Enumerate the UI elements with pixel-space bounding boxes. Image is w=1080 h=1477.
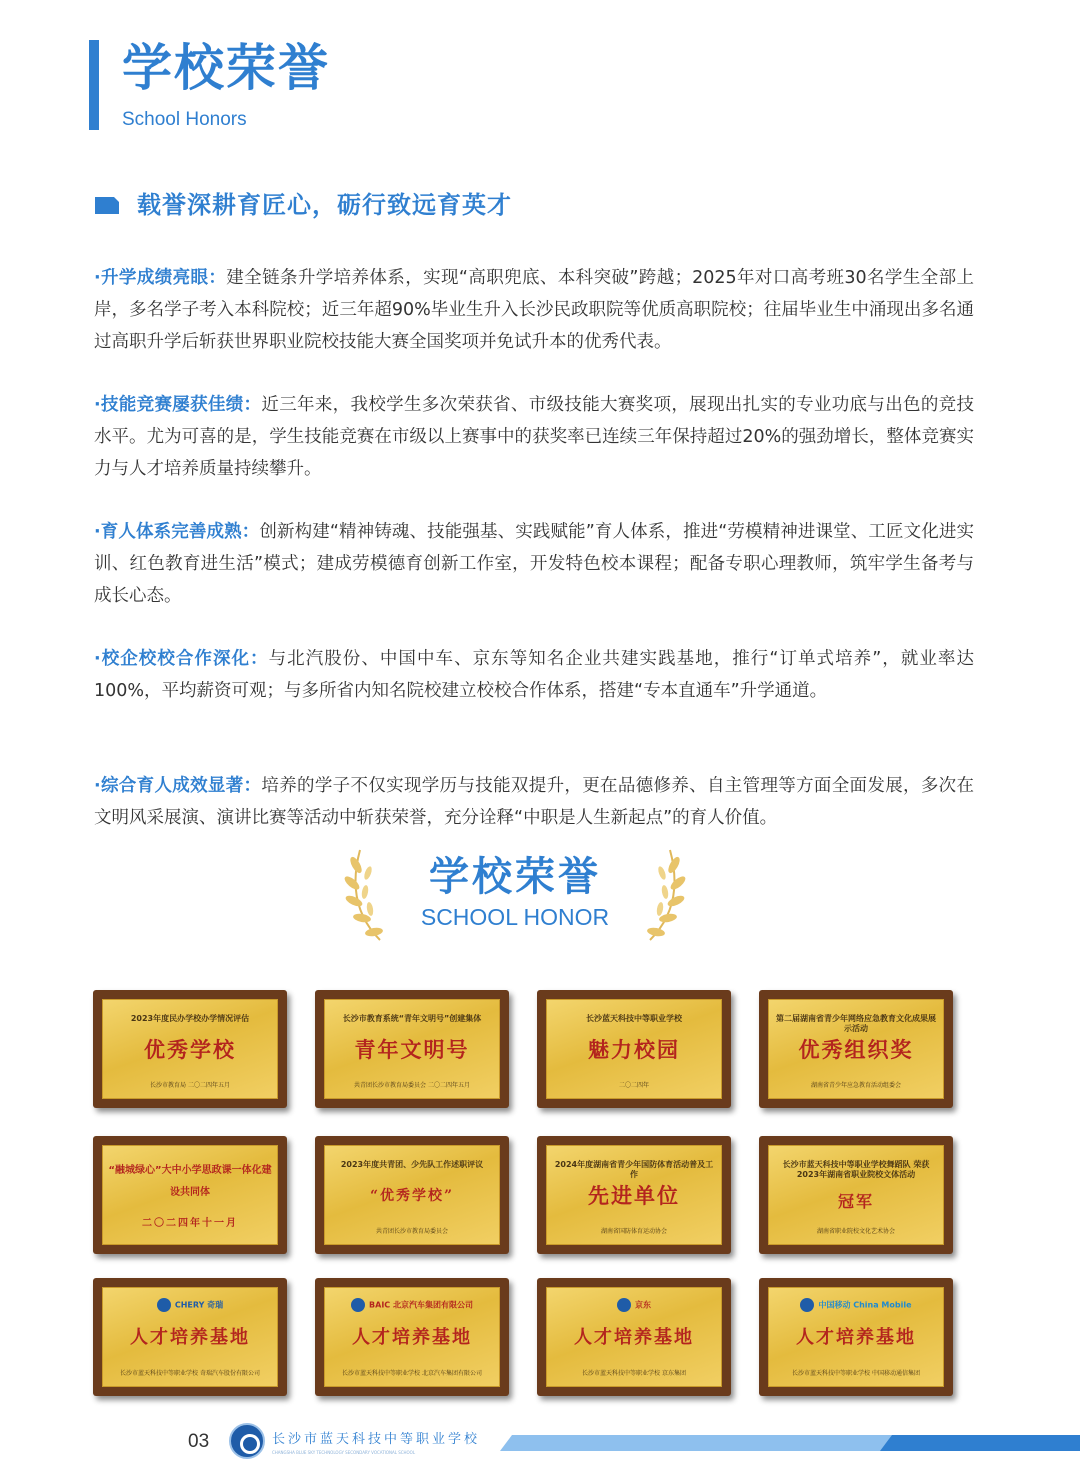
- plaque-footer: 湖南省国防体育运动协会: [600, 1228, 667, 1235]
- section-marker-icon: [95, 197, 119, 214]
- honor-badge-subtitle: SCHOOL HONOR: [420, 904, 610, 930]
- paragraph-lead: ·育人体系完善成熟：: [94, 522, 260, 542]
- plaque-footer: 长沙市蓝天科技中等职业学校 奇瑞汽车股份有限公司: [120, 1370, 260, 1377]
- paragraph-lead: ·校企校校合作深化：: [94, 649, 269, 669]
- plaque-title: 优秀学校: [144, 1037, 236, 1062]
- plaque-champion: [759, 1136, 953, 1254]
- school-logo-icon: [229, 1423, 265, 1459]
- plaque-footer: 长沙市蓝天科技中等职业学校 京东集团: [582, 1370, 686, 1377]
- paragraph-cooperation: [94, 643, 974, 707]
- section-title: 载誉深耕育匠心，砺行致远育英才: [137, 191, 512, 219]
- paragraph-lead: ·综合育人成效显著：: [94, 776, 262, 796]
- plaque-talent-base-chery: [93, 1278, 287, 1396]
- plaque-header: 2024年度湖南省青少年国防体育活动普及工作: [554, 1160, 714, 1179]
- plaque-header: 2023年度共青团、少先队工作述职评议: [340, 1160, 484, 1169]
- paragraph-lead: ·技能竞赛屡获佳绩：: [94, 395, 262, 415]
- footer-stripe-light: [500, 1435, 910, 1451]
- plaque-title: 青年文明号: [354, 1037, 470, 1062]
- school-badge-icon: [157, 1298, 171, 1312]
- title-accent-bar: [89, 40, 99, 130]
- plaque-organization-award: [759, 990, 953, 1108]
- school-badge-icon: [351, 1298, 365, 1312]
- partner-name: 中国移动 China Mobile: [818, 1300, 912, 1310]
- paragraph-text: 与北汽股份、中国中车、京东等知名企业共建实践基地，推行“订单式培养”，就业率达100%，平均薪资可观；与多所省内知名院校建立校校合作体系，搭建“专本直通车”升学通道。: [94, 649, 974, 701]
- page-title: 学校荣誉: [122, 39, 330, 97]
- plaque-talent-base-china-mobile: [759, 1278, 953, 1396]
- plaque-talent-base-baic: [315, 1278, 509, 1396]
- plaque-title: 魅力校园: [588, 1037, 680, 1062]
- school-name: 长沙市蓝天科技中等职业学校: [272, 1432, 481, 1447]
- plaque-footer: 共青团长沙市教育局委员会: [375, 1228, 448, 1235]
- plaque-title: 人才培养基地: [352, 1327, 472, 1348]
- plaque-footer: 共青团长沙市教育局委员会 二〇二四年五月: [354, 1082, 470, 1089]
- plaque-partner-logo: [325, 1298, 499, 1313]
- partner-name: 京东: [635, 1300, 651, 1310]
- honor-badge: [340, 845, 690, 945]
- plaque-footer: 长沙市蓝天科技中等职业学校 北京汽车集团有限公司: [342, 1370, 482, 1377]
- page-number: 03: [188, 1431, 210, 1452]
- plaque-title: 先进单位: [588, 1183, 680, 1208]
- paragraph-lead: ·升学成绩亮眼：: [94, 268, 227, 288]
- paragraph-education-system: [94, 516, 974, 612]
- paragraph-overall-results: [94, 770, 974, 834]
- footer-stripe-dark: [880, 1435, 1080, 1451]
- plaque-header: 长沙市蓝天科技中等职业学校舞蹈队 荣获2023年湖南省职业院校文体活动: [782, 1160, 930, 1179]
- plaque-title: 二〇二四年十一月: [142, 1218, 238, 1229]
- plaque-partner-logo: [769, 1298, 943, 1313]
- plaque-title: “优秀学校”: [369, 1188, 455, 1204]
- plaque-talent-base-jd: [537, 1278, 731, 1396]
- plaque-title: 人才培养基地: [796, 1327, 916, 1348]
- plaque-header: 长沙蓝天科技中等职业学校: [586, 1014, 682, 1023]
- honor-badge-title: 学校荣誉: [429, 854, 601, 900]
- school-name-en: CHANGSHA BLUE SKY TECHNOLOGY SECONDARY VOCATIONAL SCHOOL: [272, 1450, 416, 1455]
- paragraph-skills-competition: [94, 389, 974, 485]
- paragraph-text: 建全链条升学培养体系，实现“高职兜底、本科突破”跨越；2025年对口高考班30名学生全部上岸，多名学子考入本科院校；近三年超90%毕业生升入长沙民政职院等优质高职院校；往届毕业生中涌现出多名通过高职升学后斩获世界职业院校技能大赛全国奖项并免试升本的优秀代表。: [94, 268, 974, 352]
- plaque-header: “融城绿心”大中小学思政课一体化建设共同体: [108, 1165, 272, 1198]
- paragraph-further-study: [94, 262, 974, 358]
- plaque-footer: 湖南省青少年应急教育活动组委会: [810, 1082, 901, 1089]
- plaque-outstanding-school-league: [315, 1136, 509, 1254]
- plaque-footer: 长沙市蓝天科技中等职业学校 中国移动通信集团: [792, 1370, 920, 1377]
- school-badge-icon: [617, 1298, 631, 1312]
- partner-name: CHERY 奇瑞: [174, 1300, 224, 1310]
- page-subtitle: School Honors: [122, 109, 247, 130]
- plaque-title: 优秀组织奖: [798, 1037, 914, 1062]
- plaque-ideology-community: [93, 1136, 287, 1254]
- plaque-charming-campus: [537, 990, 731, 1108]
- plaque-header: 第二届湖南省青少年网络应急教育文化成果展示活动: [776, 1014, 936, 1033]
- plaque-title: 人才培养基地: [130, 1327, 250, 1348]
- partner-name: BAIC 北京汽车集团有限公司: [369, 1300, 473, 1310]
- plaque-title: 冠军: [837, 1192, 874, 1211]
- page-footer: [0, 1420, 1080, 1465]
- plaque-partner-logo: [103, 1298, 277, 1313]
- plaque-partner-logo: [547, 1298, 721, 1313]
- plaque-youth-civilization: [315, 990, 509, 1108]
- plaque-title: 人才培养基地: [574, 1327, 694, 1348]
- paragraph-text: 近三年来，我校学生多次荣获省、市级技能大赛奖项，展现出扎实的专业功底与出色的竞技水平。尤为可喜的是，学生技能竞赛在市级以上赛事中的获奖率已连续三年保持超过20%的强劲增长，整体竞赛实力与人才培养质量持续攀升。: [94, 395, 974, 479]
- plaque-header: 2023年度民办学校办学情况评估: [130, 1014, 250, 1023]
- plaque-footer: 长沙市教育局 二〇二四年五月: [150, 1082, 230, 1089]
- plaque-footer: 二〇二四年: [618, 1082, 649, 1089]
- school-badge-icon: [800, 1298, 814, 1312]
- paragraph-text: 培养的学子不仅实现学历与技能双提升，更在品德修养、自主管理等方面全面发展，多次在文明风采展演、演讲比赛等活动中斩获荣誉，充分诠释“中职是人生新起点”的育人价值。: [94, 776, 974, 828]
- plaque-header: 长沙市教育系统“青年文明号”创建集体: [342, 1014, 482, 1023]
- plaque-advanced-unit: [537, 1136, 731, 1254]
- plaque-footer: 湖南省职业院校文化艺术协会: [816, 1228, 895, 1235]
- paragraph-text: 创新构建“精神铸魂、技能强基、实践赋能”育人体系，推进“劳模精神进课堂、工匠文化进实训、红色教育进生活”模式；建成劳模德育创新工作室，开发特色校本课程；配备专职心理教师，筑牢学生备考与成长心态。: [94, 522, 974, 606]
- plaque-outstanding-school: [93, 990, 287, 1108]
